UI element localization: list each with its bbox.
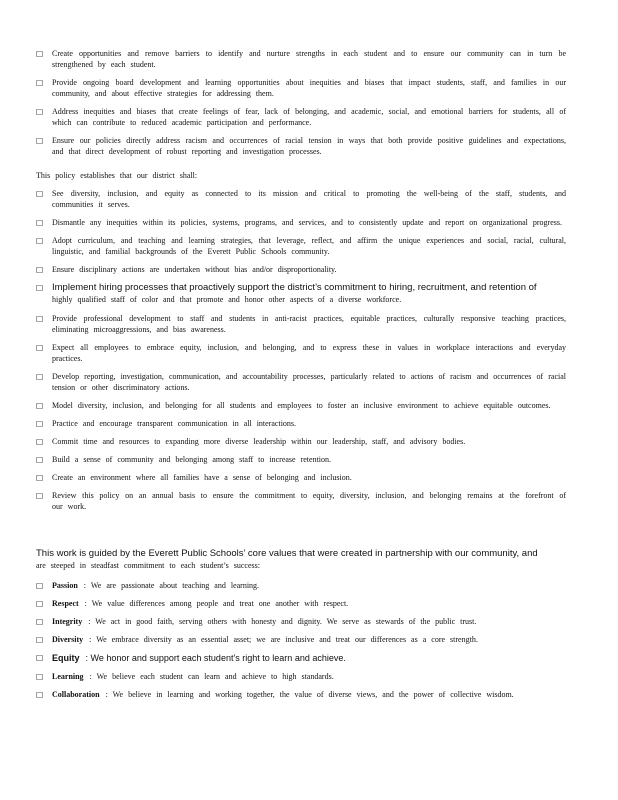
- checkbox-bullet-icon: □: [36, 672, 44, 681]
- value-text: : We are passionate about teaching and learning.: [83, 581, 260, 590]
- value-label: Learning: [52, 672, 84, 681]
- checkbox-bullet-icon: □: [36, 635, 44, 644]
- list-item: □ Create an environment where all families have a sense of belonging and inclusion.: [36, 473, 352, 482]
- board-commitments-list: [36, 48, 566, 164]
- value-item-equity: [36, 652, 566, 664]
- checkbox-bullet-icon: □: [36, 218, 44, 227]
- checkbox-bullet-icon: □: [36, 314, 44, 323]
- list-item: □ Address inequities and biases that create feelings of fear, lack of belonging, and academic, social, and emotional barriers for students, all of which can contribute to reduced academic participation and performance.: [36, 107, 566, 127]
- checkbox-bullet-icon: □: [36, 78, 44, 87]
- checkbox-bullet-icon: □: [36, 265, 44, 274]
- checkbox-bullet-icon: □: [36, 283, 44, 292]
- value-item-diversity: [36, 634, 566, 645]
- hiring-line-2: highly qualified staff of color and that promote and honor other aspects of a diverse workforce.: [52, 295, 402, 304]
- district-shall-list: [36, 188, 566, 519]
- checkbox-bullet-icon: □: [36, 581, 44, 590]
- value-item-passion: [36, 580, 566, 591]
- value-label: Passion: [52, 581, 78, 590]
- hiring-line-1: Implement hiring processes that proactively support the district’s commitment to hiring, recruitment, and retention of: [52, 282, 537, 293]
- list-item: □ Model diversity, inclusion, and belonging for all students and employees to foster an inclusive environment to achieve equitable outcomes.: [36, 401, 551, 410]
- checkbox-bullet-icon: □: [36, 599, 44, 608]
- hiring-list-item: [36, 282, 566, 306]
- list-item: □ See diversity, inclusion, and equity as connected to its mission and critical to promoting the well-being of the staff, students, and communities it serves.: [36, 189, 566, 209]
- checkbox-bullet-icon: □: [36, 49, 44, 58]
- checkbox-bullet-icon: □: [36, 189, 44, 198]
- value-text: : We embrace diversity as an essential asset; we are inclusive and treat our differences as a core strength.: [89, 635, 478, 644]
- core-values-list: [36, 580, 566, 707]
- checkbox-bullet-icon: □: [36, 653, 44, 662]
- policy-intro-line: This policy establishes that our district shall:: [36, 171, 198, 180]
- value-label: Equity: [52, 653, 80, 663]
- checkbox-bullet-icon: □: [36, 437, 44, 446]
- list-item: □ Create opportunities and remove barriers to identify and nurture strengths in each student and to ensure our community can in turn be strengthened by each student.: [36, 49, 566, 69]
- list-item: □ Ensure our policies directly address racism and occurrences of racial tension in ways that both provide positive guidelines and expectations, and that direct development of robust reporting and investigation processes.: [36, 136, 566, 156]
- value-text: : We believe in learning and working together, the value of diverse views, and the power of collective wisdom.: [105, 690, 514, 699]
- list-item: □ Adopt curriculum, and teaching and learning strategies, that leverage, reflect, and affirm the unique experiences and social, racial, cultural, linguistic, and familial backgrounds of the Everett Public Schools community.: [36, 236, 566, 256]
- value-text: : We believe each student can learn and achieve to high standards.: [89, 672, 334, 681]
- list-item: □ Ensure disciplinary actions are undertaken without bias and/or disproportionality.: [36, 265, 337, 274]
- value-text: : We honor and support each student’s right to learn and achieve.: [85, 653, 346, 663]
- checkbox-bullet-icon: □: [36, 136, 44, 145]
- checkbox-bullet-icon: □: [36, 401, 44, 410]
- checkbox-bullet-icon: □: [36, 343, 44, 352]
- list-item: □ Practice and encourage transparent communication in all interactions.: [36, 419, 297, 428]
- value-label: Diversity: [52, 635, 84, 644]
- value-text: : We value differences among people and treat one another with respect.: [84, 599, 349, 608]
- checkbox-bullet-icon: □: [36, 473, 44, 482]
- checkbox-bullet-icon: □: [36, 372, 44, 381]
- value-item-integrity: [36, 616, 566, 627]
- checkbox-bullet-icon: □: [36, 107, 44, 116]
- checkbox-bullet-icon: □: [36, 419, 44, 428]
- list-item: □ Dismantle any inequities within its policies, systems, programs, and services, and to consistently update and report on organizational progress.: [36, 218, 562, 227]
- list-item: □ Review this policy on an annual basis to ensure the commitment to equity, diversity, inclusion, and belonging remains at the forefront of our work.: [36, 491, 566, 511]
- value-label: Collaboration: [52, 690, 100, 699]
- list-item: □ Commit time and resources to expanding more diverse leadership within our leadership, staff, and advisory bodies.: [36, 437, 466, 446]
- list-item: □ Develop reporting, investigation, communication, and accountability processes, particularly related to actions of racism and occurrences of racial tension or other discriminatory actions.: [36, 372, 566, 392]
- checkbox-bullet-icon: □: [36, 236, 44, 245]
- list-item: □ Provide professional development to staff and students in anti-racist practices, equitable practices, culturally responsive teaching practices, eliminating microaggressions, and bias awareness.: [36, 314, 566, 334]
- core-values-intro-line-2: are steeped in steadfast commitment to each student’s success:: [36, 561, 260, 570]
- list-item: □ Expect all employees to embrace equity, inclusion, and belonging, and to express these in values in workplace interactions and everyday practices.: [36, 343, 566, 363]
- checkbox-bullet-icon: □: [36, 690, 44, 699]
- value-item-respect: [36, 598, 566, 609]
- value-label: Integrity: [52, 617, 83, 626]
- value-item-collaboration: [36, 689, 566, 700]
- core-values-intro: [36, 548, 566, 572]
- list-item: □ Build a sense of community and belonging among staff to increase retention.: [36, 455, 332, 464]
- value-item-learning: [36, 671, 566, 682]
- core-values-intro-line-1: This work is guided by the Everett Public Schools’ core values that were created in partnership with our community, and: [36, 548, 538, 559]
- value-text: : We act in good faith, serving others with honesty and dignity. We serve as stewards of the public trust.: [88, 617, 477, 626]
- list-item: □ Provide ongoing board development and learning opportunities about inequities and biases that impact students, staff, and families in our community, and about effective strategies for addressing them.: [36, 78, 566, 98]
- checkbox-bullet-icon: □: [36, 491, 44, 500]
- checkbox-bullet-icon: □: [36, 617, 44, 626]
- value-label: Respect: [52, 599, 79, 608]
- checkbox-bullet-icon: □: [36, 455, 44, 464]
